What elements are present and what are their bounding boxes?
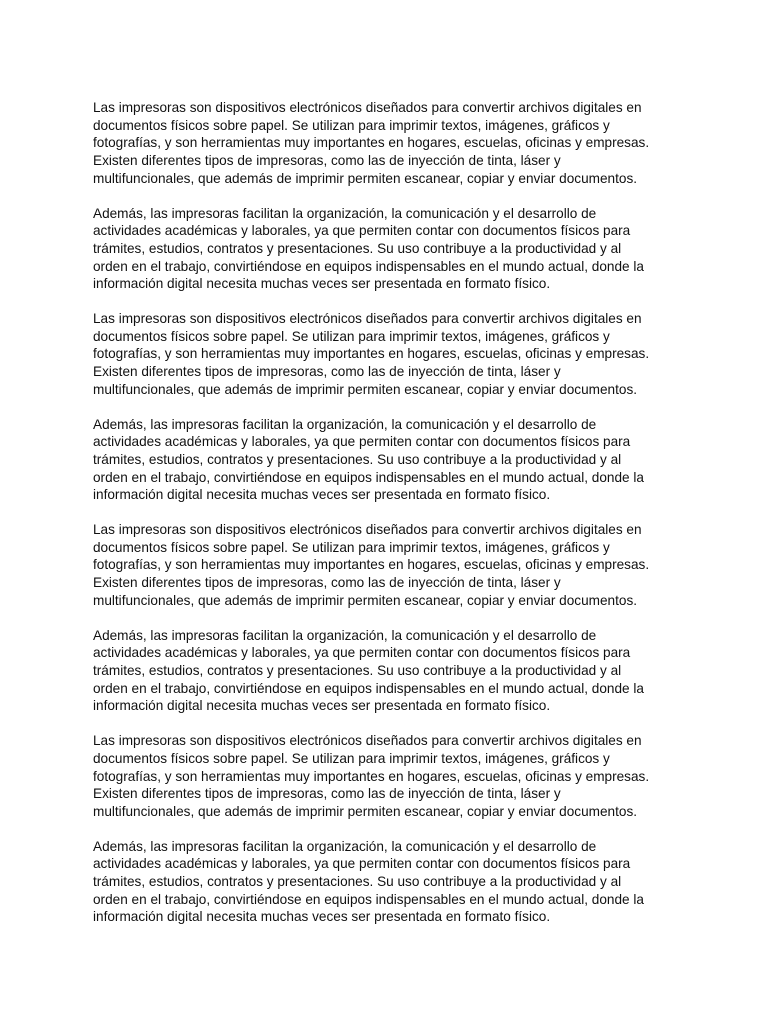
- text-line: orden en el trabajo, convirtiéndose en equipos indispensables en el mundo actual, donde la: [93, 469, 644, 485]
- text-line: documentos físicos sobre papel. Se utilizan para imprimir textos, imágenes, gráficos y: [93, 539, 610, 555]
- paragraph: [93, 310, 683, 399]
- text-line: trámites, estudios, contratos y presentaciones. Su uso contribuye a la productividad y al: [93, 662, 622, 678]
- paragraph: [93, 521, 683, 610]
- text-line: actividades académicas y laborales, ya que permiten contar con documentos físicos para: [93, 434, 631, 450]
- text-line: actividades académicas y laborales, ya que permiten contar con documentos físicos para: [93, 645, 631, 661]
- paragraph: [93, 99, 683, 188]
- text-line: Existen diferentes tipos de impresoras, como las de inyección de tinta, láser y: [93, 364, 561, 380]
- paragraph: [93, 416, 683, 505]
- document-body: [93, 99, 683, 943]
- text-line: Las impresoras son dispositivos electrónicos diseñados para convertir archivos digitales en: [93, 522, 642, 538]
- text-line: información digital necesita muchas veces ser presentada en formato físico.: [93, 909, 551, 925]
- paragraph: [93, 627, 683, 716]
- text-line: actividades académicas y laborales, ya que permiten contar con documentos físicos para: [93, 223, 631, 239]
- text-line: información digital necesita muchas veces ser presentada en formato físico.: [93, 698, 551, 714]
- text-line: Existen diferentes tipos de impresoras, como las de inyección de tinta, láser y: [93, 575, 561, 591]
- text-line: Existen diferentes tipos de impresoras, como las de inyección de tinta, láser y: [93, 153, 561, 169]
- paragraph: [93, 205, 683, 294]
- text-line: actividades académicas y laborales, ya que permiten contar con documentos físicos para: [93, 856, 631, 872]
- text-line: información digital necesita muchas veces ser presentada en formato físico.: [93, 487, 551, 503]
- text-line: documentos físicos sobre papel. Se utilizan para imprimir textos, imágenes, gráficos y: [93, 328, 610, 344]
- text-line: fotografías, y son herramientas muy importantes en hogares, escuelas, oficinas y empresas.: [93, 346, 650, 362]
- text-line: fotografías, y son herramientas muy importantes en hogares, escuelas, oficinas y empresas.: [93, 135, 650, 151]
- text-line: orden en el trabajo, convirtiéndose en equipos indispensables en el mundo actual, donde la: [93, 680, 644, 696]
- text-line: multifuncionales, que además de imprimir permiten escanear, copiar y enviar documentos.: [93, 592, 638, 608]
- text-line: documentos físicos sobre papel. Se utilizan para imprimir textos, imágenes, gráficos y: [93, 750, 610, 766]
- paragraph: [93, 732, 683, 821]
- text-line: trámites, estudios, contratos y presentaciones. Su uso contribuye a la productividad y al: [93, 451, 622, 467]
- text-line: orden en el trabajo, convirtiéndose en equipos indispensables en el mundo actual, donde la: [93, 258, 644, 274]
- paragraph: [93, 838, 683, 927]
- text-line: fotografías, y son herramientas muy importantes en hogares, escuelas, oficinas y empresas.: [93, 768, 650, 784]
- text-line: Las impresoras son dispositivos electrónicos diseñados para convertir archivos digitales en: [93, 733, 642, 749]
- text-line: información digital necesita muchas veces ser presentada en formato físico.: [93, 276, 551, 292]
- text-line: fotografías, y son herramientas muy importantes en hogares, escuelas, oficinas y empresas.: [93, 557, 650, 573]
- text-line: Además, las impresoras facilitan la organización, la comunicación y el desarrollo de: [93, 205, 597, 221]
- text-line: Las impresoras son dispositivos electrónicos diseñados para convertir archivos digitales en: [93, 311, 642, 327]
- text-line: multifuncionales, que además de imprimir permiten escanear, copiar y enviar documentos.: [93, 170, 638, 186]
- text-line: documentos físicos sobre papel. Se utilizan para imprimir textos, imágenes, gráficos y: [93, 117, 610, 133]
- text-line: orden en el trabajo, convirtiéndose en equipos indispensables en el mundo actual, donde la: [93, 891, 644, 907]
- text-line: trámites, estudios, contratos y presentaciones. Su uso contribuye a la productividad y al: [93, 874, 622, 890]
- text-line: Además, las impresoras facilitan la organización, la comunicación y el desarrollo de: [93, 627, 597, 643]
- text-line: multifuncionales, que además de imprimir permiten escanear, copiar y enviar documentos.: [93, 803, 638, 819]
- text-line: Las impresoras son dispositivos electrónicos diseñados para convertir archivos digitales en: [93, 100, 642, 115]
- text-line: Además, las impresoras facilitan la organización, la comunicación y el desarrollo de: [93, 416, 597, 432]
- text-line: multifuncionales, que además de imprimir permiten escanear, copiar y enviar documentos.: [93, 381, 638, 397]
- text-line: Existen diferentes tipos de impresoras, como las de inyección de tinta, láser y: [93, 786, 561, 802]
- text-line: trámites, estudios, contratos y presentaciones. Su uso contribuye a la productividad y al: [93, 240, 622, 256]
- text-line: Además, las impresoras facilitan la organización, la comunicación y el desarrollo de: [93, 838, 597, 854]
